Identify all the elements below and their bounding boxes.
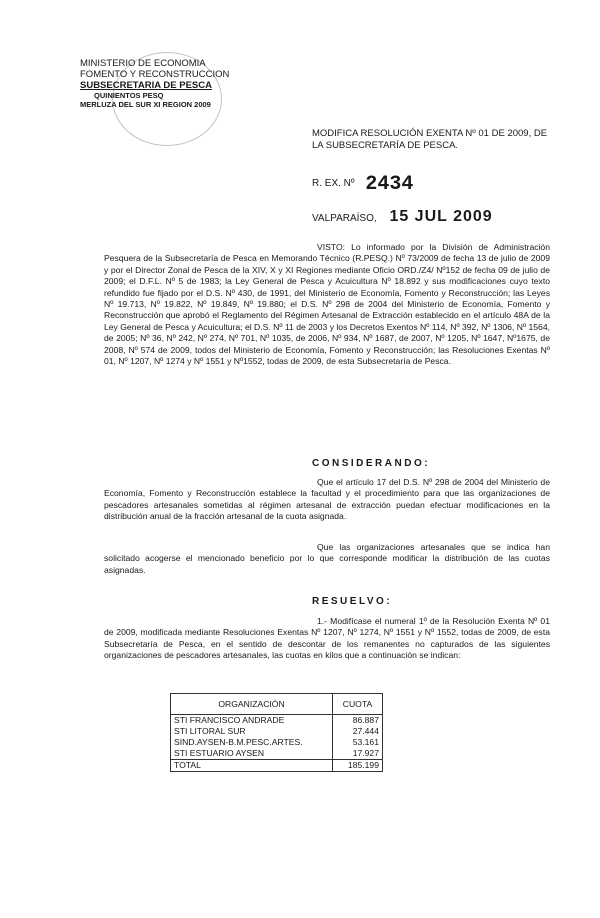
quota-cell: 27.444 (333, 726, 383, 737)
document-subject: MODIFICA RESOLUCIÓN EXENTA Nº 01 DE 2009, DE LA SUBSECRETARÍA DE PESCA. (312, 128, 548, 151)
resolution-label: R. EX. Nº (312, 178, 355, 189)
resuelvo-heading: RESUELVO: (312, 596, 393, 607)
letterhead-stamp-line-2: MERLUZA DEL SUR XI REGION 2009 (80, 100, 211, 109)
total-label: TOTAL (171, 760, 333, 772)
letterhead (80, 58, 229, 109)
table-row (171, 737, 383, 748)
considerando-paragraph-1: Que el artículo 17 del D.S. Nº 298 de 2004 del Ministerio de Economía, Fomento y Reconstrucción establece la facultad y el procedimiento para que las organizaciones de pescadores artesanales sometidas al régimen artesanal de extracción puedan efectuar modificaciones en la distribución anual de la fracción artesanal de la cuota asignada. (104, 477, 550, 522)
table-total-row (171, 760, 383, 772)
resolution-number: 2434 (365, 173, 414, 196)
letterhead-stamp-line: QUINIENTOS PESQ (94, 91, 164, 100)
table-row (171, 748, 383, 760)
table-row (171, 715, 383, 727)
letterhead-subsecretary: SUBSECRETARIA DE PESCA (80, 80, 212, 91)
city: VALPARAÍSO, (312, 213, 377, 224)
table-header-row (171, 694, 383, 715)
quota-cell: 53.161 (333, 737, 383, 748)
considerando-paragraph-2: Que las organizaciones artesanales que se indica han solicitado acogerse el mencionado beneficio por lo que corresponde modificar la distribución de las cuotas asignadas. (104, 542, 550, 575)
resolution-number-line (312, 173, 413, 196)
quota-cell: 86.887 (333, 715, 383, 727)
table-row (171, 726, 383, 737)
organization-cell: STI LITORAL SUR (171, 726, 333, 737)
date-stamp: 15 JUL 2009 (389, 208, 493, 225)
quota-table (170, 693, 383, 772)
header-organization: ORGANIZACIÓN (171, 694, 333, 715)
organization-cell: STI FRANCISCO ANDRADE (171, 715, 333, 727)
organization-cell: SIND.AYSEN-B.M.PESC.ARTES. (171, 737, 333, 748)
resuelvo-paragraph-1: 1.- Modifícase el numeral 1º de la Resolución Exenta Nº 01 de 2009, modificada mediante Resoluciones Exentas Nº 1207, Nº 1274, Nº 1551 y Nº 1552, todas de 2009, de esta Subsecretaría de Pesca, en el sentido de descontar de los remanentes no capturados de las siguientes organizaciones de pescadores artesanales, las cuotas en kilos que a continuación se indican: (104, 616, 550, 661)
considerando-heading: CONSIDERANDO: (312, 458, 431, 469)
quota-cell: 17.927 (333, 748, 383, 760)
organization-cell: STI ESTUARIO AYSEN (171, 748, 333, 760)
letterhead-ministry: MINISTERIO DE ECONOMIA (80, 58, 206, 69)
letterhead-department: FOMENTO Y RECONSTRUCCION (80, 69, 230, 80)
header-quota: CUOTA (333, 694, 383, 715)
place-date-line (312, 208, 493, 226)
total-value: 185.199 (333, 760, 383, 772)
visto-paragraph: VISTO: Lo informado por la División de Administración Pesquera de la Subsecretaría de Pesca en Memorando Técnico (R.PESQ.) Nº 73/2009 de fecha 13 de julio de 2009 y por el Director Zonal de Pesca de la XIV, X y XI Regiones mediante Oficio ORD./Z4/ Nº152 de fecha 09 de julio de 2009; el D.F.L. Nº 5 de 1983; la Ley General de Pesca y Acuicultura Nº 18.892 y sus modificaciones cuyo texto refundido fue fijado por el D.S. Nº 430, de 1991, del Ministerio de Economía, Fomento y Reconstrucción; las Leyes Nº 19.713, Nº 19.822, Nº 19.849, Nº 19.880; el D.S. Nº 298 de 2004 del Ministerio de Economía, Fomento y Reconstrucción que aprobó el Reglamento del Régimen Artesanal de Extracción establecido en el artículo 48A de la Ley General de Pesca y Acuicultura; el D.S. Nº 11 de 2003 y los Decretos Exentos Nº 114, Nº 392, Nº 1306, Nº 1564, de 2005; Nº 36, Nº 242, Nº 274, Nº 701, Nº 1035, de 2006, Nº 934, Nº 1687, de 2007, Nº 1205, Nº 1647, Nº1675, de 2008, Nº 574 de 2009, todos del Ministerio de Economía, Fomento y Reconstrucción; las Resoluciones Exentas Nº 01, Nº 1207, Nº 1274 y Nº 1551 y Nº1552, todas de 2009, de esta Subsecretaría de Pesca. (104, 242, 550, 367)
